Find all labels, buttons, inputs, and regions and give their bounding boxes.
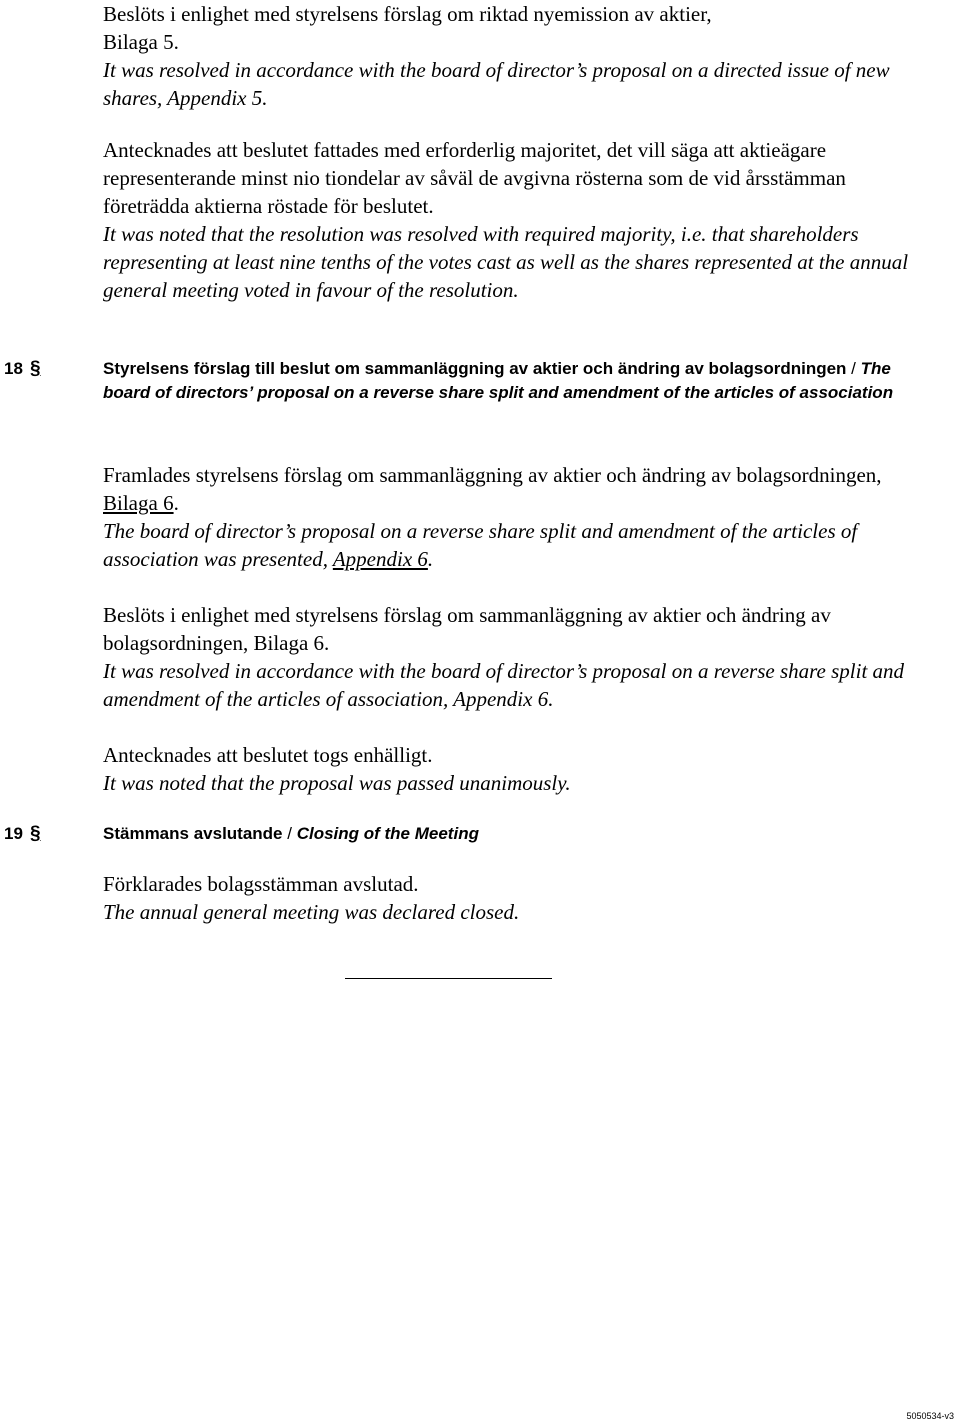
english-text: It was noted that the proposal was passed unanimously. [103, 771, 571, 795]
signature-line [345, 978, 552, 979]
meeting-closed [103, 870, 933, 926]
swedish-text [103, 461, 933, 517]
swedish-text: Förklarades bolagsstämman avslutad. [103, 872, 419, 896]
resolution-directed-issue [103, 0, 933, 112]
english-text [103, 517, 933, 573]
section-mark: § [30, 358, 41, 379]
english-text-body: The board of director’s proposal on a reverse share split and amendment of the articles of association was presented, [103, 519, 858, 571]
resolution-reverse-split [103, 601, 933, 713]
appendix-link-english: Appendix 6 [332, 547, 428, 571]
section-mark: § [30, 823, 41, 844]
section-title-swedish: Stämmans avslutande [103, 824, 283, 843]
swedish-text-end: . [173, 491, 179, 515]
section-number: 19 [4, 824, 23, 843]
section-title [103, 822, 933, 846]
swedish-text: Bilaga 5. [103, 30, 179, 54]
majority-note [103, 136, 933, 304]
section-number: 18 [4, 359, 23, 378]
english-text-end: . [427, 547, 434, 571]
english-text: The annual general meeting was declared closed. [103, 900, 520, 924]
section-title [103, 357, 933, 405]
section-title-swedish: Styrelsens förslag till beslut om sammanläggning av aktier och ändring av bolagsordningen [103, 359, 847, 378]
section-title-separator: / [846, 359, 861, 378]
swedish-text: Antecknades att beslutet fattades med erforderlig majoritet, det vill säga att aktieägare representerande minst nio tiondelar av såväl de avgivna rösterna som de vid årsstämman företrädda aktierna röstade för beslutet. [103, 138, 846, 218]
english-text: It was resolved in accordance with the board of director’s proposal on a reverse share split and amendment of the articles of association, Appendix 6. [103, 659, 905, 711]
section-title-english: The board of directors’ proposal on a reverse share split and amendment of the articles of association [103, 359, 894, 402]
document-reference: 5050534-v3 [906, 1411, 954, 1421]
section-title-separator: / [282, 824, 297, 843]
proposal-presented [103, 461, 933, 573]
appendix-link-swedish: Bilaga 6 [103, 491, 174, 515]
swedish-text: Beslöts i enlighet med styrelsens förslag om riktad nyemission av aktier, [103, 2, 712, 26]
english-text: It was resolved in accordance with the board of director’s proposal on a directed issue of new shares, Appendix 5. [103, 58, 890, 110]
english-text: It was noted that the resolution was resolved with required majority, i.e. that shareholders representing at least nine tenths of the votes cast as well as the shares represented at the annual general meeting voted in favour of the resolution. [103, 222, 909, 302]
swedish-text: Antecknades att beslutet togs enhälligt. [103, 743, 433, 767]
section-title-english: Closing of the Meeting [296, 824, 479, 843]
swedish-text: Beslöts i enlighet med styrelsens förslag om sammanläggning av aktier och ändring av bolagsordningen, Bilaga 6. [103, 603, 831, 655]
swedish-text-body: Framlades styrelsens förslag om sammanläggning av aktier och ändring av bolagsordningen, [103, 463, 882, 487]
unanimous-note [103, 741, 933, 797]
